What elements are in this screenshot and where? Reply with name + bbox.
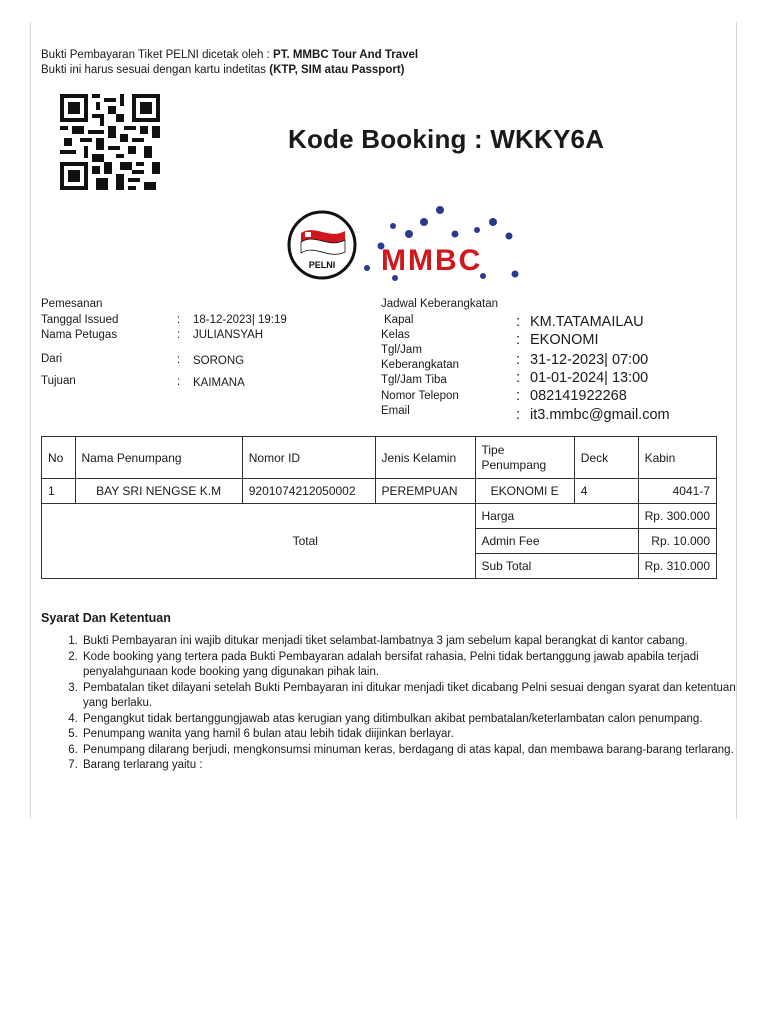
table-row (42, 479, 717, 504)
col-header-gender: Jenis Kelamin (375, 437, 475, 479)
cell-gender: PEREMPUAN (375, 479, 475, 504)
issued-date-label: Tanggal Issued (41, 314, 119, 326)
destination-value: KAIMANA (193, 377, 245, 389)
col-header-type-2: Penumpang (481, 457, 547, 472)
passenger-table (41, 436, 717, 579)
departure-label-2: Keberangkatan (381, 359, 460, 371)
subtotal-value: Rp. 310.000 (638, 554, 716, 579)
cell-no: 1 (42, 479, 76, 504)
issued-date-value: 18-12-2023| 19:19 (193, 314, 287, 326)
email-sep: : (516, 407, 521, 423)
phone-label: Nomor Telepon (381, 390, 459, 402)
total-label: Total (42, 504, 476, 579)
destination-sep: : (177, 376, 181, 388)
pelni-logo (289, 212, 355, 278)
admin-fee-label: Admin Fee (475, 529, 638, 554)
cell-type: EKONOMI E (475, 479, 574, 504)
col-header-type (475, 437, 574, 479)
class-label: Kelas (381, 329, 410, 341)
svg-text:PELNI: PELNI (308, 260, 336, 270)
col-header-id: Nomor ID (242, 437, 375, 479)
schedule-heading: Jadwal Keberangkatan (381, 298, 498, 310)
logos (285, 202, 525, 287)
svg-text:MMBC: MMBC (381, 244, 483, 277)
terms-list (41, 634, 761, 774)
col-header-cabin: Kabin (638, 437, 716, 479)
list-item: 1. Bukti Pembayaran ini wajib ditukar menjadi tiket selambat-lambatnya 3 jam sebelum kapal berangkat di kantor cabang. (81, 634, 761, 650)
terms-heading: Syarat Dan Ketentuan (41, 611, 171, 625)
col-header-name: Nama Penumpang (75, 437, 242, 479)
arrival-sep: : (516, 370, 521, 386)
officer-value: JULIANSYAH (193, 329, 264, 341)
ship-sep: : (516, 314, 521, 330)
subtotal-label: Sub Total (475, 554, 638, 579)
origin-label: Dari (41, 353, 63, 365)
harga-label: Harga (475, 504, 638, 529)
ship-value: KM.TATAMAILAU (530, 314, 644, 330)
price-row-harga (42, 504, 717, 529)
class-value: EKONOMI (530, 332, 599, 348)
cell-deck: 4 (574, 479, 638, 504)
origin-value: SORONG (193, 355, 245, 367)
printed-by-text: Bukti Pembayaran Tiket PELNI dicetak oleh : (41, 49, 270, 61)
list-item: 3. Pembatalan tiket dilayani setelah Bukti Pembayaran ini ditukar menjadi tiket dicabang Pelni sesuai dengan syarat dan ketentuan yang berlaku. (81, 681, 761, 712)
departure-sep: : (516, 352, 521, 368)
cell-id: 9201074212050002 (242, 479, 375, 504)
class-sep: : (516, 332, 521, 348)
booking-code-title: Kode Booking : WKKY6A (288, 124, 605, 154)
departure-label-1: Tgl/Jam (381, 344, 422, 356)
issued-date-sep: : (177, 314, 181, 326)
harga-value: Rp. 300.000 (638, 504, 716, 529)
id-requirement-line (41, 63, 405, 78)
ship-label: Kapal (384, 314, 414, 326)
phone-value: 082141922268 (530, 388, 627, 404)
col-header-deck: Deck (574, 437, 638, 479)
list-item: 5. Penumpang wanita yang hamil 6 bulan atau lebih tidak diijinkan berlayar. (81, 727, 761, 743)
qr-code (60, 94, 160, 195)
list-item: 7. Barang terlarang yaitu : (81, 758, 761, 774)
id-requirement-text: Bukti ini harus sesuai dengan kartu indetitas (41, 64, 267, 76)
col-header-type-1: Tipe (481, 442, 505, 457)
destination-label: Tujuan (41, 375, 76, 387)
list-item: 2. Kode booking yang tertera pada Bukti Pembayaran adalah bersifat rahasia, Pelni tidak bertanggung jawab apabila terjadi penyalahgunaan kode booking yang digunakan pihak lain. (81, 650, 761, 681)
origin-sep: : (177, 354, 181, 366)
list-item: 4. Pengangkut tidak bertanggungjawab atas kerugian yang ditimbulkan akibat pembatalan/keterlambatan calon penumpang. (81, 712, 761, 728)
cell-cabin: 4041-7 (638, 479, 716, 504)
arrival-value: 01-01-2024| 13:00 (530, 370, 649, 386)
table-header-row (42, 437, 717, 479)
email-label: Email (381, 405, 410, 417)
departure-value: 31-12-2023| 07:00 (530, 352, 649, 368)
email-value: it3.mmbc@gmail.com (530, 407, 670, 423)
id-types: (KTP, SIM atau Passport) (269, 64, 405, 76)
agency-name: PT. MMBC Tour And Travel (273, 49, 419, 61)
officer-sep: : (177, 329, 181, 341)
mmbc-logo (364, 206, 519, 281)
cell-name: BAY SRI NENGSE K.M (75, 479, 242, 504)
pemesanan-heading: Pemesanan (41, 298, 103, 310)
list-item: 6. Penumpang dilarang berjudi, mengkonsumsi minuman keras, berdagang di atas kapal, dan membawa barang-barang terlarang. (81, 743, 761, 759)
arrival-label: Tgl/Jam Tiba (381, 374, 447, 386)
printed-by-line (41, 48, 418, 63)
officer-label: Nama Petugas (41, 329, 118, 341)
admin-fee-value: Rp. 10.000 (638, 529, 716, 554)
col-header-no: No (42, 437, 76, 479)
page-edge-left (30, 22, 31, 819)
phone-sep: : (516, 388, 521, 404)
